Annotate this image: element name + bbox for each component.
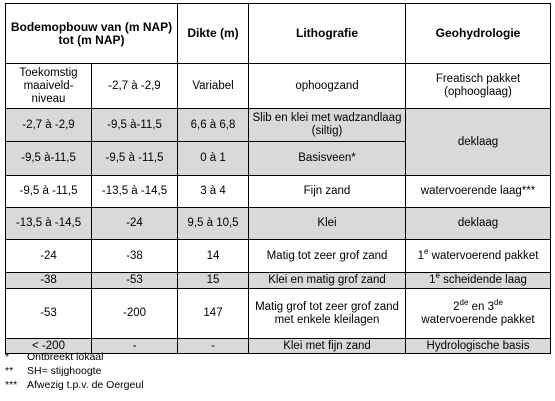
footnote [5,364,144,378]
table-row [6,64,551,109]
cell-tot: -9,5 à-11,5 [92,109,178,142]
cell-dikte: - [178,339,249,354]
cell-geohydrologie: 2de en 3de watervoerende pakket [406,289,551,339]
table-row [6,176,551,208]
cell-tot: - [92,339,178,354]
cell-dikte: 14 [178,240,249,273]
footnote-text: SH= stijghoogte [27,365,102,377]
cell-dikte: 15 [178,273,249,289]
cell-dikte: 6,6 à 6,8 [178,109,249,142]
cell-tot: -38 [92,240,178,273]
cell-lithografie: Basisveen* [249,142,406,176]
cell-geohydrologie: deklaag [406,109,551,176]
footnote-mark: *** [5,379,18,391]
cell-dikte: 147 [178,289,249,339]
footnotes [5,350,144,392]
cell-tot: -24 [92,208,178,240]
footnote [5,350,144,364]
cell-geohydrologie: Hydrologische basis [406,339,551,354]
cell-tot: -200 [92,289,178,339]
cell-geohydrologie: 1e watervoerend pakket [406,240,551,273]
cell-van: -38 [6,273,92,289]
cell-dikte: 3 à 4 [178,176,249,208]
cell-geohydrologie: Freatisch pakket (ophooglaag) [406,64,551,109]
cell-lithografie: Slib en klei met wadzandlaag (siltig) [249,109,406,142]
cell-lithografie: Matig tot zeer grof zand [249,240,406,273]
cell-lithografie: Klei met fijn zand [249,339,406,354]
cell-van: -24 [6,240,92,273]
cell-dikte: 0 à 1 [178,142,249,176]
header-lithografie: Lithografie [249,4,406,64]
cell-van: -9,5 à-11,5 [6,142,92,176]
soil-profile-table [5,3,551,354]
cell-tot: -13,5 à -14,5 [92,176,178,208]
footnote-mark: ** [5,365,14,377]
cell-lithografie: Klei en matig grof zand [249,273,406,289]
cell-van: Toekomstig maaiveld-niveau [6,64,92,109]
cell-geohydrologie: 1e scheidende laag [406,273,551,289]
cell-lithografie: Matig grof tot zeer grof zand met enkele kleilagen [249,289,406,339]
cell-van: -53 [6,289,92,339]
header-dikte: Dikte (m) [178,4,249,64]
cell-tot: -53 [92,273,178,289]
cell-tot: -9,5 à -11,5 [92,142,178,176]
cell-lithografie: ophoogzand [249,64,406,109]
table-row [6,109,551,142]
cell-tot: -2,7 à -2,9 [92,64,178,109]
footnote-text: Afwezig t.p.v. de Oergeul [27,379,144,391]
cell-van: -2,7 à -2,9 [6,109,92,142]
cell-van: -9,5 à -11,5 [6,176,92,208]
cell-geohydrologie: deklaag [406,208,551,240]
footnote-mark: * [5,351,10,363]
cell-dikte: Variabel [178,64,249,109]
cell-van: < -200 [6,339,92,354]
header-geohydrologie: Geohydrologie [406,4,551,64]
table-row [6,273,551,289]
cell-dikte: 9,5 à 10,5 [178,208,249,240]
table-row [6,289,551,339]
header-bodemopbouw: Bodemopbouw van (m NAP) tot (m NAP) [6,4,178,64]
cell-van: -13,5 à -14,5 [6,208,92,240]
cell-geohydrologie: watervoerende laag*** [406,176,551,208]
footnote-text: Ontbreekt lokaal [27,351,104,363]
cell-lithografie: Klei [249,208,406,240]
cell-lithografie: Fijn zand [249,176,406,208]
header-row [6,4,551,64]
table-row [6,240,551,273]
footnote [5,378,144,392]
table-row [6,208,551,240]
